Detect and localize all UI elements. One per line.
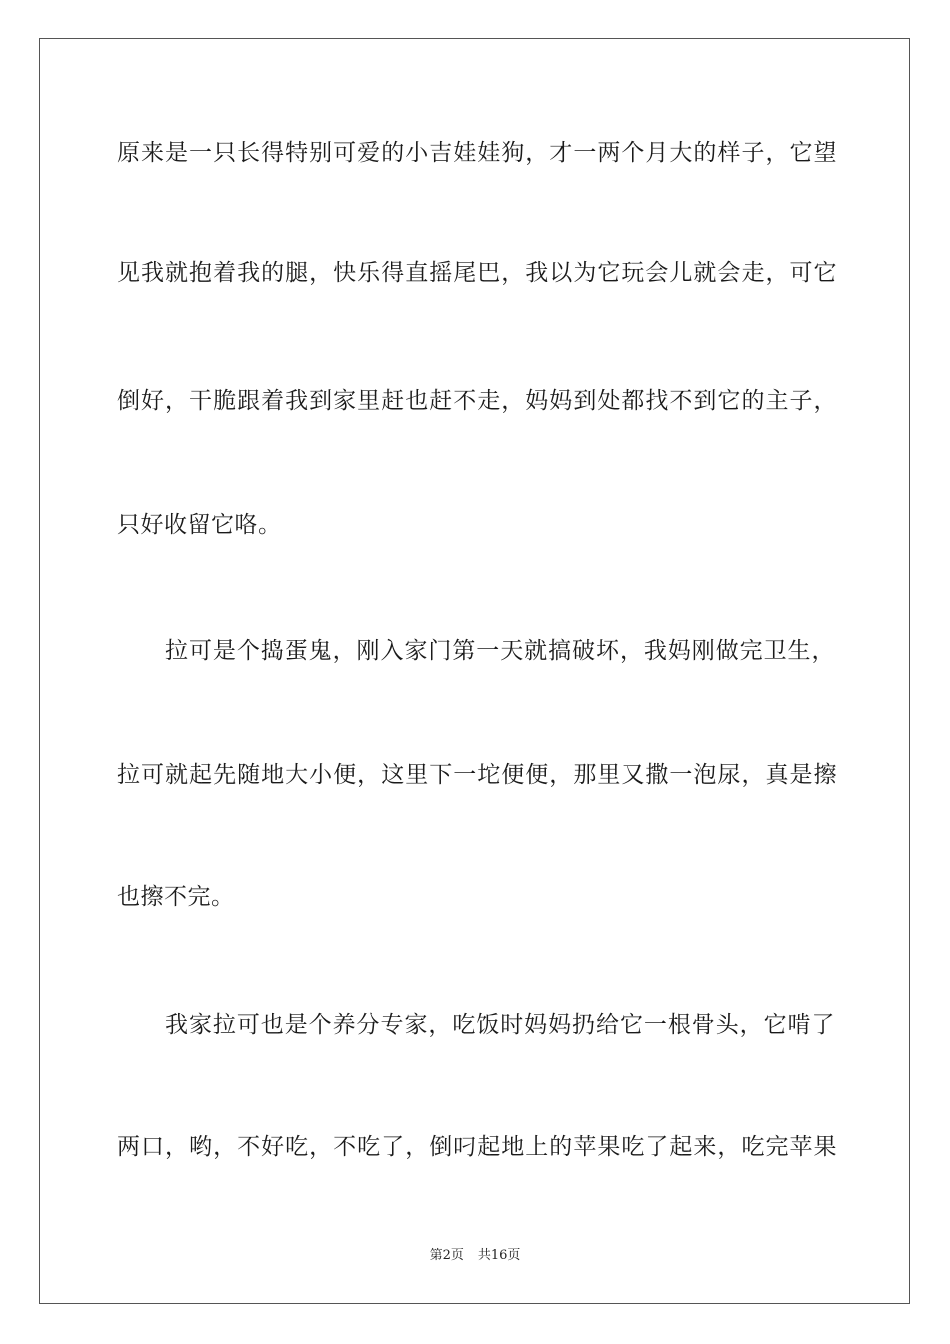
page-footer (0, 1247, 950, 1265)
text-line: 倒好，干脆跟着我到家里赶也赶不走，妈妈到处都找不到它的主子， (117, 388, 837, 414)
text-line: 拉可就起先随地大小便，这里下一坨便便，那里又撒一泡尿，真是擦 (117, 762, 837, 788)
page-frame (39, 38, 910, 1304)
page-number: 第2页 (429, 1248, 464, 1263)
text-line: 原来是一只长得特别可爱的小吉娃娃狗，才一两个月大的样子，它望 (117, 140, 837, 166)
text-line: 拉可是个捣蛋鬼，刚入家门第一天就搞破坏，我妈刚做完卫生， (165, 638, 835, 664)
page-total: 共16页 (477, 1248, 521, 1263)
text-line: 我家拉可也是个养分专家，吃饭时妈妈扔给它一根骨头，它啃了 (165, 1012, 835, 1038)
text-line: 见我就抱着我的腿，快乐得直摇尾巴，我以为它玩会儿就会走，可它 (117, 260, 837, 286)
text-line: 也擦不完。 (117, 884, 235, 910)
text-line: 只好收留它咯。 (117, 512, 282, 538)
text-line: 两口，哟，不好吃，不吃了，倒叼起地上的苹果吃了起来，吃完苹果 (117, 1134, 837, 1160)
